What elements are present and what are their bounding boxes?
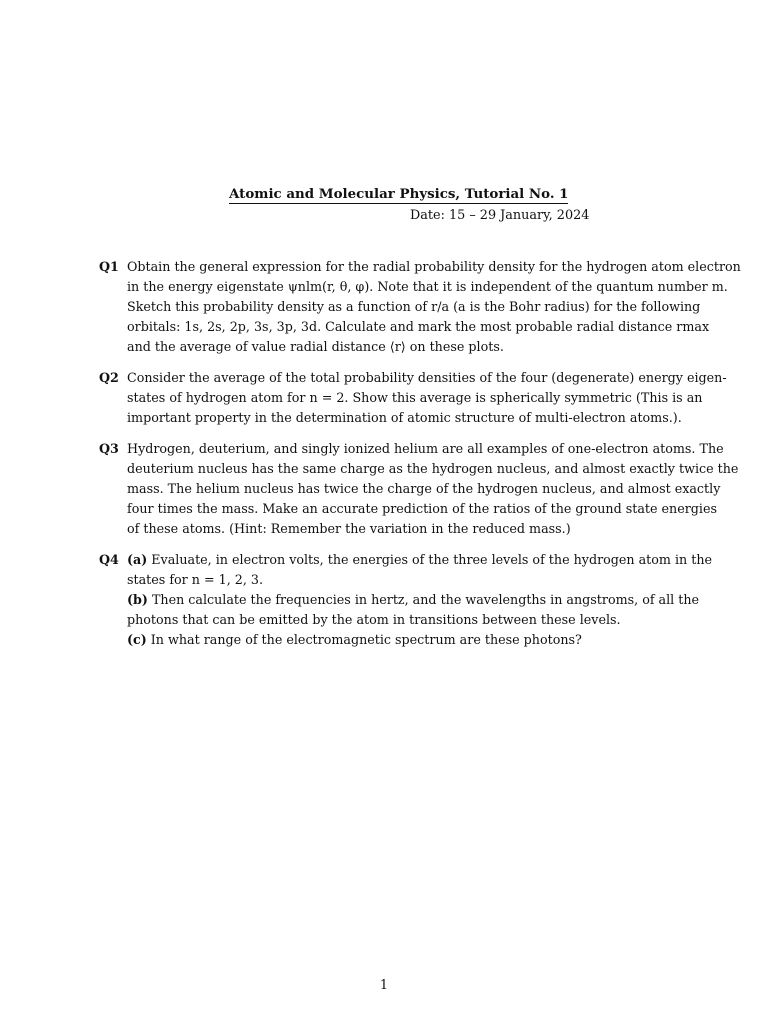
- text-line: Hydrogen, deuterium, and singly ionized helium are all examples of one-electron atoms. The: [127, 441, 724, 456]
- question-3: [99, 439, 739, 539]
- document-title: Atomic and Molecular Physics, Tutorial No. 1: [229, 186, 569, 202]
- page-number: 1: [379, 978, 389, 993]
- question-text: [127, 368, 727, 428]
- text-line: photons that can be emitted by the atom in transitions between these levels.: [127, 612, 621, 627]
- question-text: [127, 257, 741, 357]
- document-date: Date: 15 – 29 January, 2024: [410, 208, 590, 223]
- text-line: [127, 550, 713, 570]
- text-line: in the energy eigenstate ψnlm(r, θ, φ). Note that it is independent of the quantum number m.: [127, 279, 728, 294]
- text-line: of these atoms. (Hint: Remember the variation in the reduced mass.): [127, 521, 571, 536]
- text-line: Consider the average of the total probability densities of the four (degenerate) energy eigen-: [127, 370, 727, 385]
- text-line: states for n = 1, 2, 3.: [127, 572, 264, 587]
- part-text: Then calculate the frequencies in hertz, and the wavelengths in angstroms, of all the: [151, 592, 700, 607]
- text-line: and the average of value radial distance ⟨r⟩ on these plots.: [127, 339, 504, 354]
- question-label: Q2: [99, 370, 119, 385]
- question-label: Q1: [99, 259, 119, 274]
- text-line: mass. The helium nucleus has twice the charge of the hydrogen nucleus, and almost exactly: [127, 481, 721, 496]
- question-1: [99, 257, 741, 357]
- part-label: (a): [127, 552, 148, 567]
- text-line: Sketch this probability density as a function of r/a (a is the Bohr radius) for the following: [127, 299, 701, 314]
- question-label: Q4: [99, 552, 119, 567]
- part-label: (b): [127, 592, 148, 607]
- question-text: [127, 439, 739, 539]
- text-line: orbitals: 1s, 2s, 2p, 3s, 3p, 3d. Calculate and mark the most probable radial distance rmax: [127, 319, 710, 334]
- part-label: (c): [127, 632, 147, 647]
- question-text: [127, 550, 713, 650]
- part-text: Evaluate, in electron volts, the energies of the three levels of the hydrogen atom in the: [151, 552, 713, 567]
- text-line: [127, 590, 700, 610]
- text-line: deuterium nucleus has the same charge as the hydrogen nucleus, and almost exactly twice the: [127, 461, 739, 476]
- text-line: four times the mass. Make an accurate prediction of the ratios of the ground state energies: [127, 501, 717, 516]
- question-2: [99, 368, 727, 428]
- text-line: important property in the determination of atomic structure of multi-electron atoms.).: [127, 410, 682, 425]
- question-label: Q3: [99, 441, 119, 456]
- text-line: states of hydrogen atom for n = 2. Show this average is spherically symmetric (This is an: [127, 390, 703, 405]
- text-line: [127, 630, 697, 650]
- text-line: Obtain the general expression for the radial probability density for the hydrogen atom electron: [127, 259, 741, 274]
- part-text: In what range of the electromagnetic spectrum are these photons?: [150, 632, 582, 647]
- question-4: [99, 550, 713, 650]
- question-list: [99, 257, 741, 661]
